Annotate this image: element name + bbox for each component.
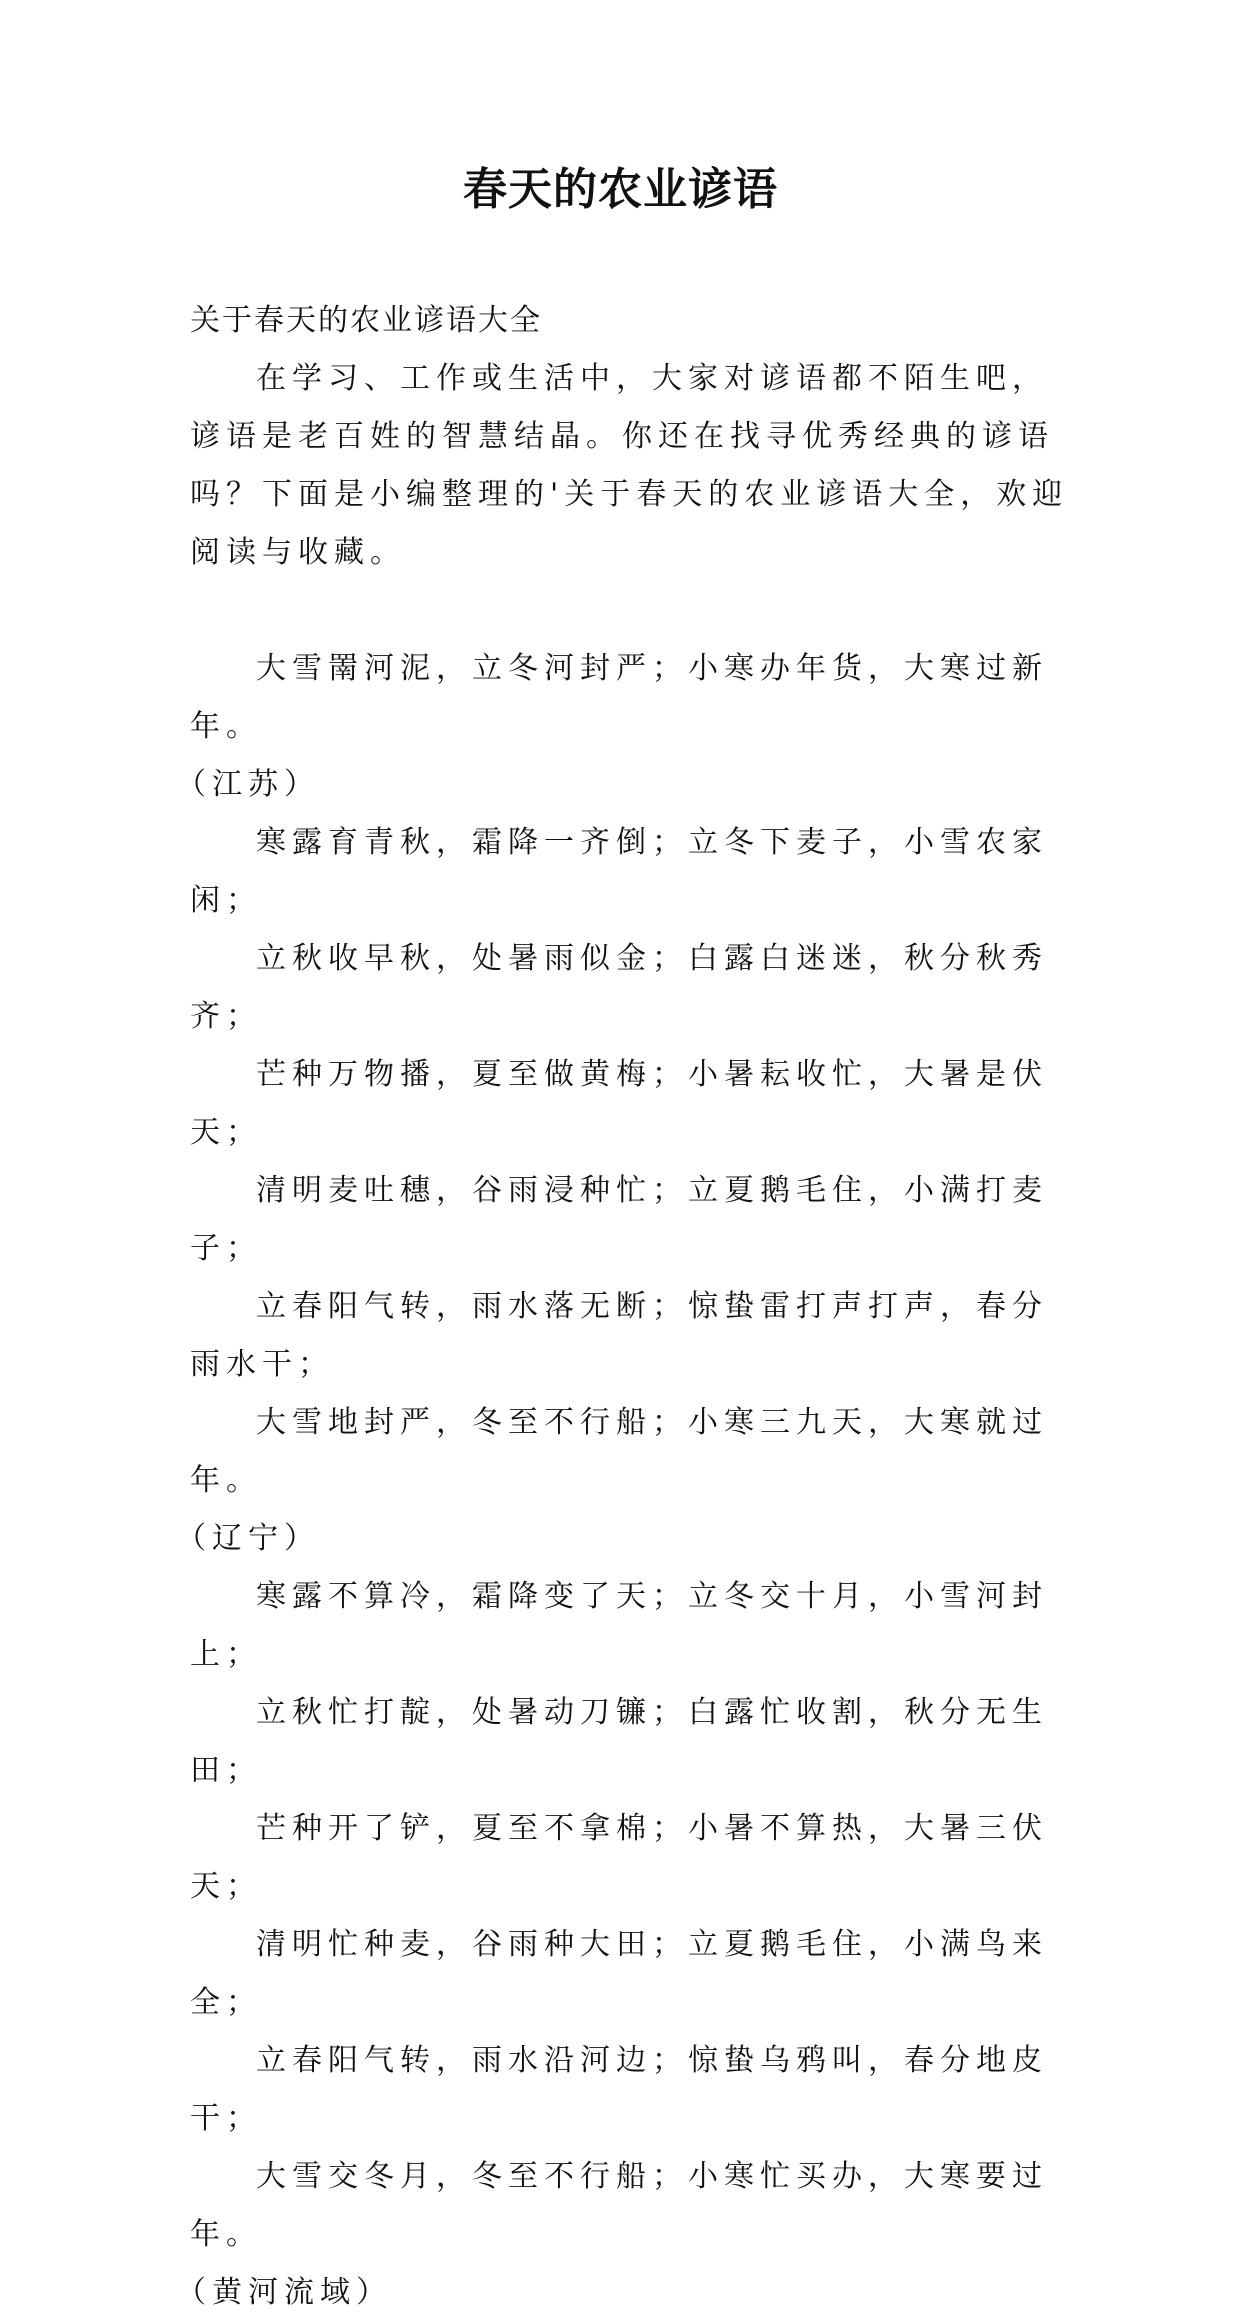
- proverb-line: 大雪罱河泥，立冬河封严；小寒办年货，大寒过新年。: [190, 651, 1048, 744]
- proverb-line: 立春阳气转，雨水落无断；惊蛰雷打声打声，春分雨水干；: [190, 1289, 1048, 1382]
- subtitle: 关于春天的农业谚语大全: [190, 303, 542, 338]
- proverb-line: 立秋忙打靛，处暑动刀镰；白露忙收割，秋分无生田；: [190, 1695, 1048, 1788]
- proverb-line: 立春阳气转，雨水沿河边；惊蛰乌鸦叫，春分地皮干；: [190, 2043, 1048, 2136]
- region-label: （辽宁）: [176, 1521, 320, 1556]
- paragraph-gap: [190, 582, 1080, 640]
- document-body: [176, 292, 1080, 2322]
- proverb-line: 大雪地封严，冬至不行船；小寒三九天，大寒就过年。: [190, 1405, 1048, 1498]
- proverb-line: 清明麦吐穗，谷雨浸种忙；立夏鹅毛住，小满打麦子；: [190, 1173, 1048, 1266]
- proverb-line: 立秋收早秋，处暑雨似金；白露白迷迷，秋分秋秀齐；: [190, 941, 1048, 1034]
- proverb-line: 寒露不算冷，霜降变了天；立冬交十月，小雪河封上；: [190, 1579, 1048, 1672]
- document-title: 春天的农业谚语: [463, 164, 778, 215]
- proverb-line: 大雪交冬月，冬至不行船；小寒忙买办，大寒要过年。: [190, 2159, 1048, 2252]
- proverb-line: 芒种开了铲，夏至不拿棉；小暑不算热，大暑三伏天；: [190, 1811, 1048, 1904]
- proverb-line: 清明忙种麦，谷雨种大田；立夏鹅毛住，小满鸟来全；: [190, 1927, 1048, 2020]
- proverb-line: 寒露育青秋，霜降一齐倒；立冬下麦子，小雪农家闲；: [190, 825, 1048, 918]
- proverb-line: 芒种万物播，夏至做黄梅；小暑耘收忙，大暑是伏天；: [190, 1057, 1048, 1150]
- region-label: （黄河流域）: [176, 2275, 392, 2310]
- intro-paragraph: 在学习、工作或生活中，大家对谚语都不陌生吧，谚语是老百姓的智慧结晶。你还在找寻优秀经典的谚语吗？下面是小编整理的'关于春天的农业谚语大全，欢迎阅读与收藏。: [190, 361, 1069, 570]
- region-label: （江苏）: [176, 767, 320, 802]
